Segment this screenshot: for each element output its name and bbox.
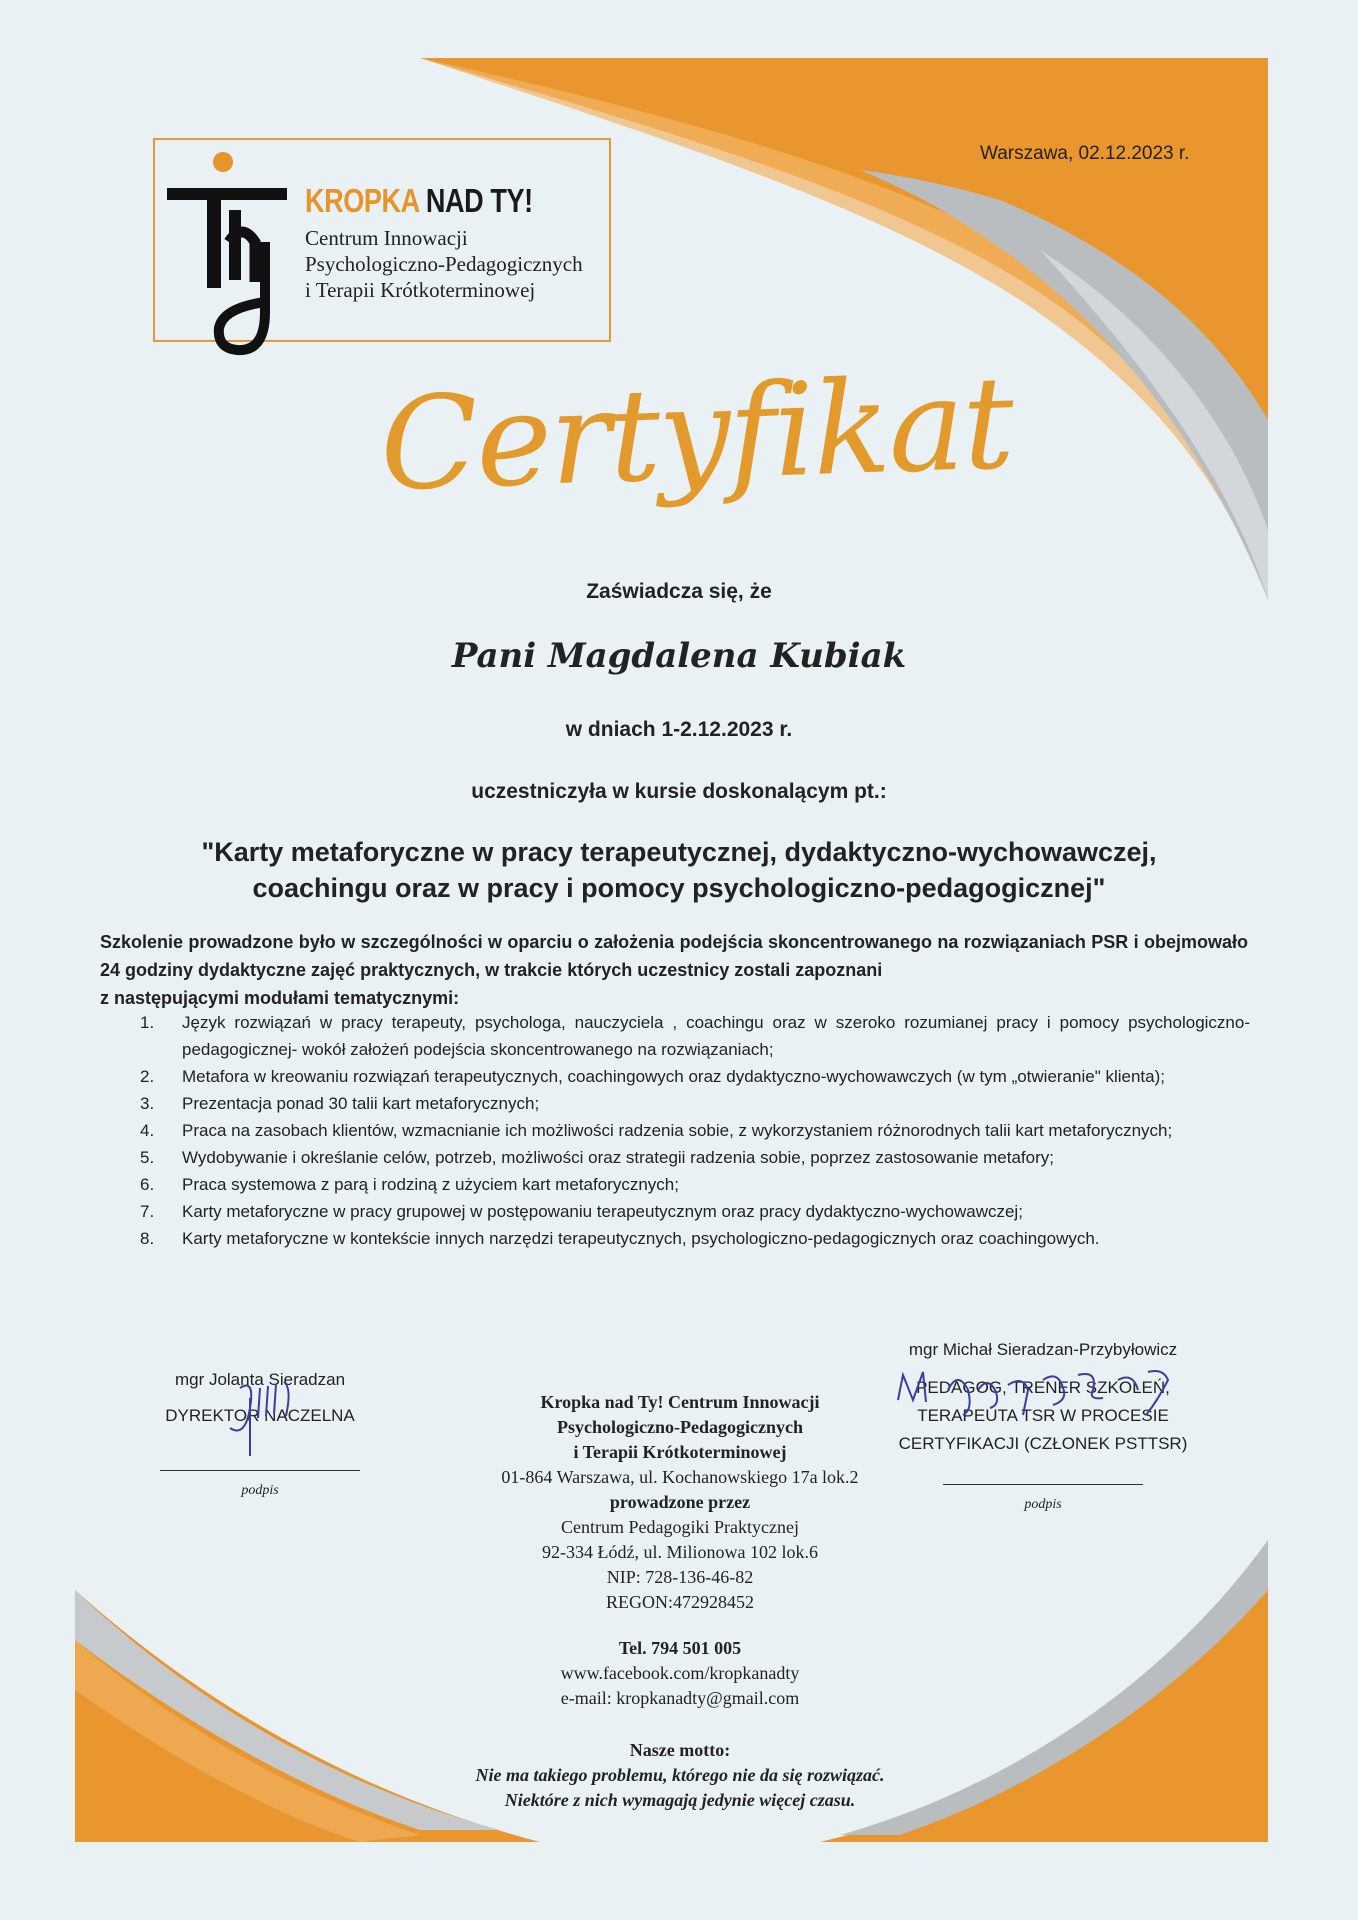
signatory-right-name: mgr Michał Sieradzan-Przybyłowicz [908,1340,1178,1359]
org-line-2: Psychologiczno-Pedagogicznych [557,1417,803,1437]
org-line-7: 92-334 Łódź, ul. Milionowa 102 lok.6 [542,1542,818,1562]
list-item: 2. Metafora w kreowaniu rozwiązań terapeutycznych, coachingowych oraz dydaktyczno-wychowawczych (w tym „otwieranie" klienta); [140,1067,1165,1086]
course-title-line-1: "Karty metaforyczne w pracy terapeutycznej, dydaktyczno-wychowawczej, [201,837,1157,867]
logo-line-1: Centrum Innowacji [305,226,468,250]
signatory-right-role-1: PEDAGOG, TRENER SZKOLEŃ, [916,1378,1170,1397]
attest-text: Zaświadcza się, że [586,580,772,603]
signatory-right-role-3: CERTYFIKACJI (CZŁONEK PSTTSR) [898,1434,1188,1453]
list-item: 4. Praca na zasobach klientów, wzmacnianie ich możliwości radzenia sobie, z wykorzystaniem różnorodnych talii kart metaforycznych; [140,1121,1173,1140]
signatory-right-role-2: TERAPEUTA TSR W PROCESIE [917,1406,1169,1425]
org-line-6: Centrum Pedagogiki Praktycznej [561,1517,799,1537]
motto-label: Nasze motto: [629,1740,731,1760]
contact-email: e-mail: kropkanadty@gmail.com [560,1688,800,1708]
logo-line-3: i Terapii Krótkoterminowej [305,278,536,302]
list-item: 1. Język rozwiązań w pracy terapeuty, psychologa, nauczyciela , coachingu oraz w szeroko rozumianej pracy i pomocy psychologiczno-pedagogicznej- wokół założeń podejścia skoncentrowanego na rozwiązaniach; [140,1013,1250,1059]
motto [330,1738,1030,1813]
org-line-1: Kropka nad Ty! Centrum Innowacji [540,1392,820,1412]
org-line-3: i Terapii Krótkoterminowej [573,1442,787,1462]
recipient-name: Pani Magdalena Kubiak [451,636,907,676]
signatory-left-role: DYREKTOR NACZELNA [165,1406,355,1425]
org-nip: NIP: 728-136-46-82 [606,1567,754,1587]
signature-caption-left: podpis [241,1483,279,1498]
logo-line-2: Psychologiczno-Pedagogicznych [305,252,583,276]
issue-date: Warszawa, 02.12.2023 r. [980,143,1190,164]
modules-list [140,1009,1250,1252]
certificate-title: Certyfikat [377,349,1015,520]
intro-paragraph: Szkolenie prowadzone było w szczególności w oparciu o założenia podejścia skoncentrowanego na rozwiązaniach PSR i obejmowało 24 godziny dydaktyczne zajęć praktycznych, w trakcie których uczestnicy zostali zapoznani [100,932,1248,980]
signature-line-left [160,1470,360,1471]
contact-facebook: www.facebook.com/kropkanadty [560,1663,800,1683]
handwritten-signature-left [210,1368,330,1458]
participation-text: uczestniczyła w kursie doskonalącym pt.: [471,780,887,803]
organization-info [430,1390,930,1615]
list-item: 8. Karty metaforyczne w kontekście innych narzędzi terapeutycznych, psychologiczno-pedagogicznych oraz coachingowych. [140,1229,1100,1248]
intro-paragraph-end: z następującymi modułami tematycznymi: [100,988,460,1008]
list-item: 7. Karty metaforyczne w pracy grupowej w postępowaniu terapeutycznym oraz pracy dydaktyczno-wychowawczej; [140,1202,1023,1221]
course-title-line-2: coachingu oraz w pracy i pomocy psychologiczno-pedagogicznej" [252,873,1106,903]
logo-ty-icon [167,152,287,362]
brand-name: KROPKA NAD TY! [305,182,533,219]
list-item: 6. Praca systemowa z parą i rodziną z użyciem kart metaforycznych; [140,1175,679,1194]
org-regon: REGON:472928452 [606,1592,754,1612]
signature-line-right [943,1484,1143,1485]
course-dates: w dniach 1-2.12.2023 r. [565,718,793,741]
org-address: 01-864 Warszawa, ul. Kochanowskiego 17a lok.2 [501,1467,859,1487]
org-line-5: prowadzone przez [609,1492,751,1512]
list-item: 3. Prezentacja ponad 30 talii kart metaforycznych; [140,1094,540,1113]
list-item: 5. Wydobywanie i określanie celów, potrzeb, możliwości oraz strategii radzenia sobie, poprzez zastosowanie metafory; [140,1148,1054,1167]
logo-box [153,138,611,342]
signatory-left-name: mgr Jolanta Sieradzan [174,1370,346,1389]
course-title [0,834,1358,906]
motto-line-2: Niektóre z nich wymagają jedynie więcej czasu. [504,1790,856,1810]
signature-caption-right: podpis [1024,1497,1062,1512]
contact-info [430,1636,930,1711]
signature-left [130,1366,390,1505]
motto-line-1: Nie ma takiego problemu, którego nie da się rozwiązać. [475,1765,885,1785]
contact-phone: Tel. 794 501 005 [618,1638,742,1658]
